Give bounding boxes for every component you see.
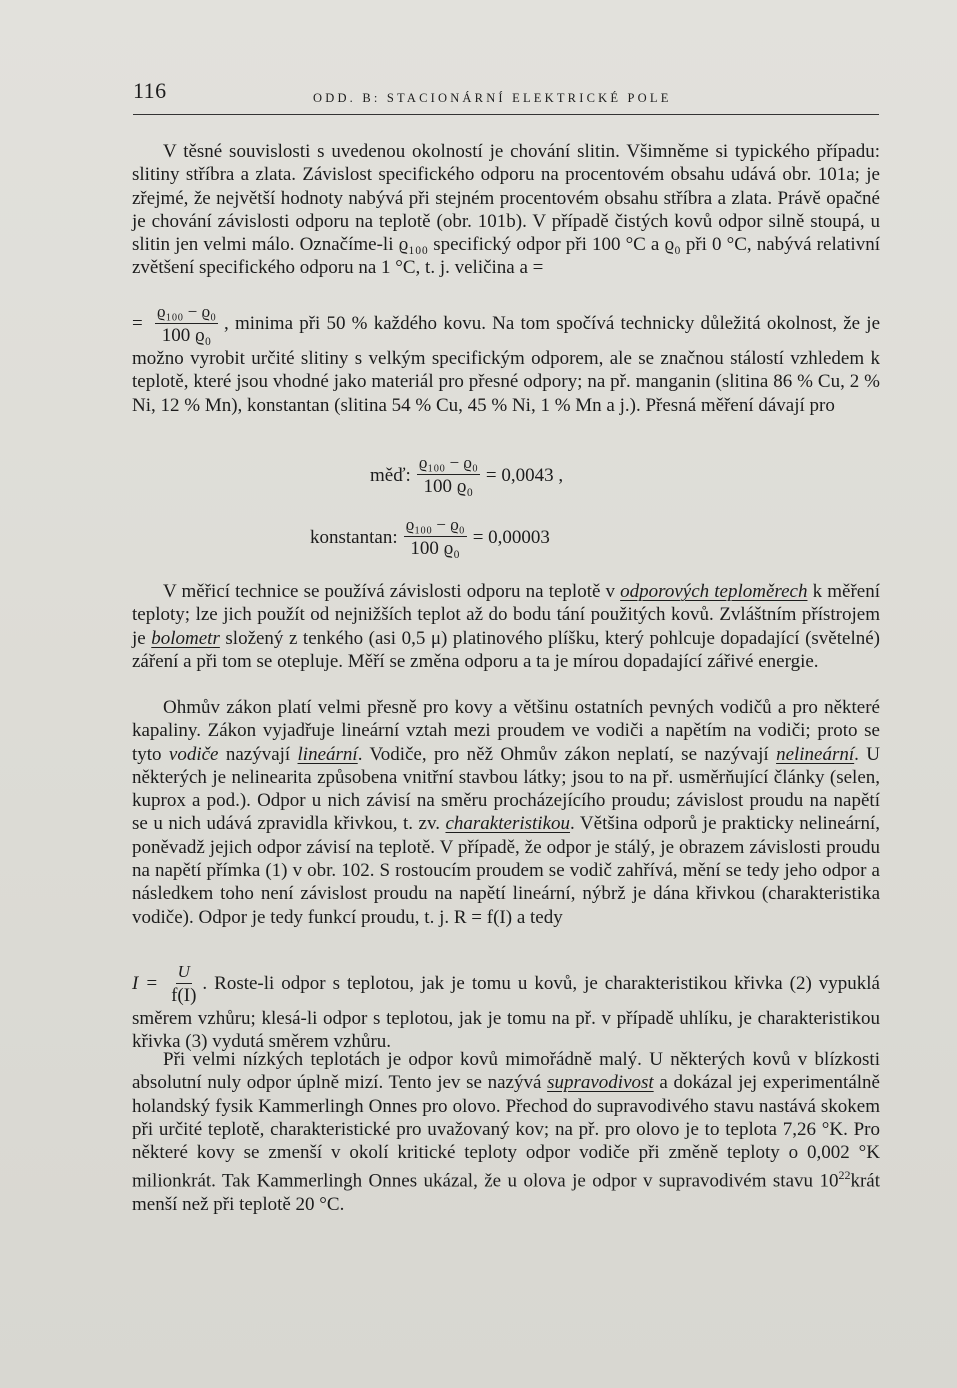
- paragraph-text: Ohmův zákon platí velmi přesně pro kovy a většinu ostatních pevných vodičů a pro některé kapaliny. Zákon vyjadřuje lineární vztah mezi proudem ve vodiči a napětím na vodiči; proto se tyto: [132, 697, 880, 765]
- formula-label: konstantan:: [310, 526, 398, 548]
- fraction-denominator: 100 ϱ₀: [423, 476, 474, 497]
- paragraph-alloys: [132, 140, 880, 280]
- paragraph-text: . Vodiče, pro něž Ohmův zákon neplatí, se nazývají: [357, 743, 777, 765]
- formula-label: měď:: [370, 464, 411, 486]
- paragraph-ohms-law-continued: [132, 962, 880, 1054]
- page-number: 116: [133, 78, 167, 103]
- term-conductors: vodiče: [168, 743, 219, 765]
- term-characteristic: charakteristikou: [445, 813, 571, 835]
- formula-fraction: [404, 515, 467, 560]
- paragraph-text: . U některých je nelinearita způsobena vnitřní stavbou látky; jsou to na př. usměrňující články (selen, kuprox a pod.). Odpor u nich závisí na směru procházejícího proudu; závislost proudu na napětí se u nich udává zpravidla křivkou, t. zv.: [132, 743, 880, 835]
- fraction-numerator: ϱ₁₀₀ − ϱ₀: [404, 515, 467, 537]
- paragraph-text: k měření teploty; lze jich použít od nejnižších teplot až do bodu tání použitých kovů. Zvláštním přístrojem je: [132, 581, 880, 649]
- coefficient-fraction: [155, 302, 218, 347]
- paragraph-text: a dokázal jej experimentálně holandský fysik Kammerlingh Onnes pro olovo. Přechod do supravodivého stavu nastává skokem při určité teplotě, charakteristické pro uvažovaný kov; na př. pro olovo je to teplota 7,26 °K. Pro některé kovy se zmenší v okolí kritické teploty odpor vodiče při změně teploty o 0,002 °K milionkrát. Tak Kammerlingh Onnes ukázal, že u olova je odpor v supravodivém stavu 10: [132, 1072, 880, 1192]
- fraction-denominator: 100 ϱ₀: [410, 538, 460, 559]
- running-title: ODD. B: STACIONÁRNÍ ELEKTRICKÉ POLE: [313, 91, 672, 105]
- fraction-denominator: 100 ϱ₀: [161, 325, 212, 346]
- paragraph-text: V těsné souvislosti s uvedenou okolností je chování slitin. Všimněme si typického případu: slitiny stříbra a zlata. Závislost specifického odporu na procentovém obsahu udává obr. 101a; je zřejmé, že největší hodnoty nabývá při stejném procentovém obsahu stříbra a zlata. Právě opačné je chování závislosti odporu na teplotě (obr. 101b). V případě čistých kovů odpor silně stoupá, u slitin jen velmi málo. Označíme-li ϱ₁₀₀ specifický odpor při 100 °C a ϱ₀ při 0 °C, nabývá relativní zvětšení specifického odporu na 1 °C, t. j. veličina a =: [132, 141, 880, 279]
- page-header: [133, 78, 879, 115]
- formula-value: = 0,0043 ,: [485, 464, 564, 486]
- term-nonlinear: nelineární: [776, 743, 855, 765]
- paragraph-text: V měřicí technice se používá závislosti odporu na teplotě v: [163, 581, 621, 602]
- paragraph-thermometers: [132, 580, 880, 673]
- term-superconductivity: supravodivost: [547, 1072, 654, 1094]
- paragraph-text: , minima při 50 % každého kovu. Na tom spočívá technicky důležitá okolnost, že je možno vyrobit určité slitiny s velkým specifickým odporem, ale se značnou stálostí vzhledem k teplotě, které jsou vhodné jako materiál pro přesné odpory; na př. manganin (slitina 86 % Cu, 2 % Ni, 12 % Mn), konstantan (slitina 54 % Cu, 45 % Ni, 1 % Mn a j.). Přesná měření dávají pro: [132, 312, 881, 416]
- ohm-lhs: I =: [132, 972, 159, 994]
- paragraph-alloys-continued: [132, 302, 880, 417]
- term-bolometer: bolometr: [151, 627, 220, 649]
- term-resistance-thermometers: odporových teploměrech: [620, 581, 808, 602]
- formula-fraction: [417, 453, 480, 498]
- paragraph-text: složený z tenkého (asi 0,5 μ) platinového plíšku, který pohlcuje dopadající (světelné) záření a při tom se otepluje. Měří se změna odporu a ta je mírou dopadající zářivé energie.: [132, 627, 880, 672]
- exponent: 22: [838, 1168, 851, 1183]
- fraction-numerator: U: [176, 962, 192, 984]
- term-linear: lineární: [297, 743, 358, 765]
- paragraph-text: . Většina odporů je prakticky nelineární, poněvadž jejich odpor závisí na teplotě. V případě, že odpor je stálý, je obrazem závislosti proudu na napětí přímka (1) v obr. 102. S rostoucím proudem se vodič zahřívá, mění se tedy jeho odpor a následkem toho není závislost proudu na napětí lineární, nýbrž je dána křivkou (charakteristika vodiče). Odpor je tedy funkcí proudu, t. j. R = f(I) a tedy: [132, 813, 880, 928]
- paragraph-text: Při velmi nízkých teplotách je odpor kovů mimořádně malý. U některých kovů v blízkosti absolutní nuly odpor úplně mizí. Tento jev se nazývá: [132, 1049, 880, 1094]
- ohm-fraction: [171, 962, 196, 1007]
- paragraph-text: krát menší než při teplotě 20 °C.: [132, 1170, 880, 1216]
- formula-copper: [370, 453, 563, 498]
- paragraph-ohms-law: [132, 696, 880, 929]
- fraction-numerator: ϱ₁₀₀ − ϱ₀: [155, 302, 218, 324]
- formula-value: = 0,00003: [472, 526, 550, 548]
- fraction-numerator: ϱ₁₀₀ − ϱ₀: [417, 453, 480, 475]
- paragraph-superconductivity: [132, 1048, 880, 1216]
- equals-sign: =: [132, 312, 143, 334]
- formula-constantan: [310, 515, 550, 560]
- fraction-denominator: f(I): [171, 985, 197, 1006]
- paragraph-text: nazývají: [218, 743, 298, 765]
- paragraph-text: . Roste-li odpor s teplotou, jak je tomu u kovů, je charakteristikou křivka (2) vypuklá směrem vzhůru; klesá-li odpor s teplotou, jak je tomu na př. v případě uhlíku, je charakteristikou křivka (3) vydutá směrem vzhůru.: [132, 972, 880, 1053]
